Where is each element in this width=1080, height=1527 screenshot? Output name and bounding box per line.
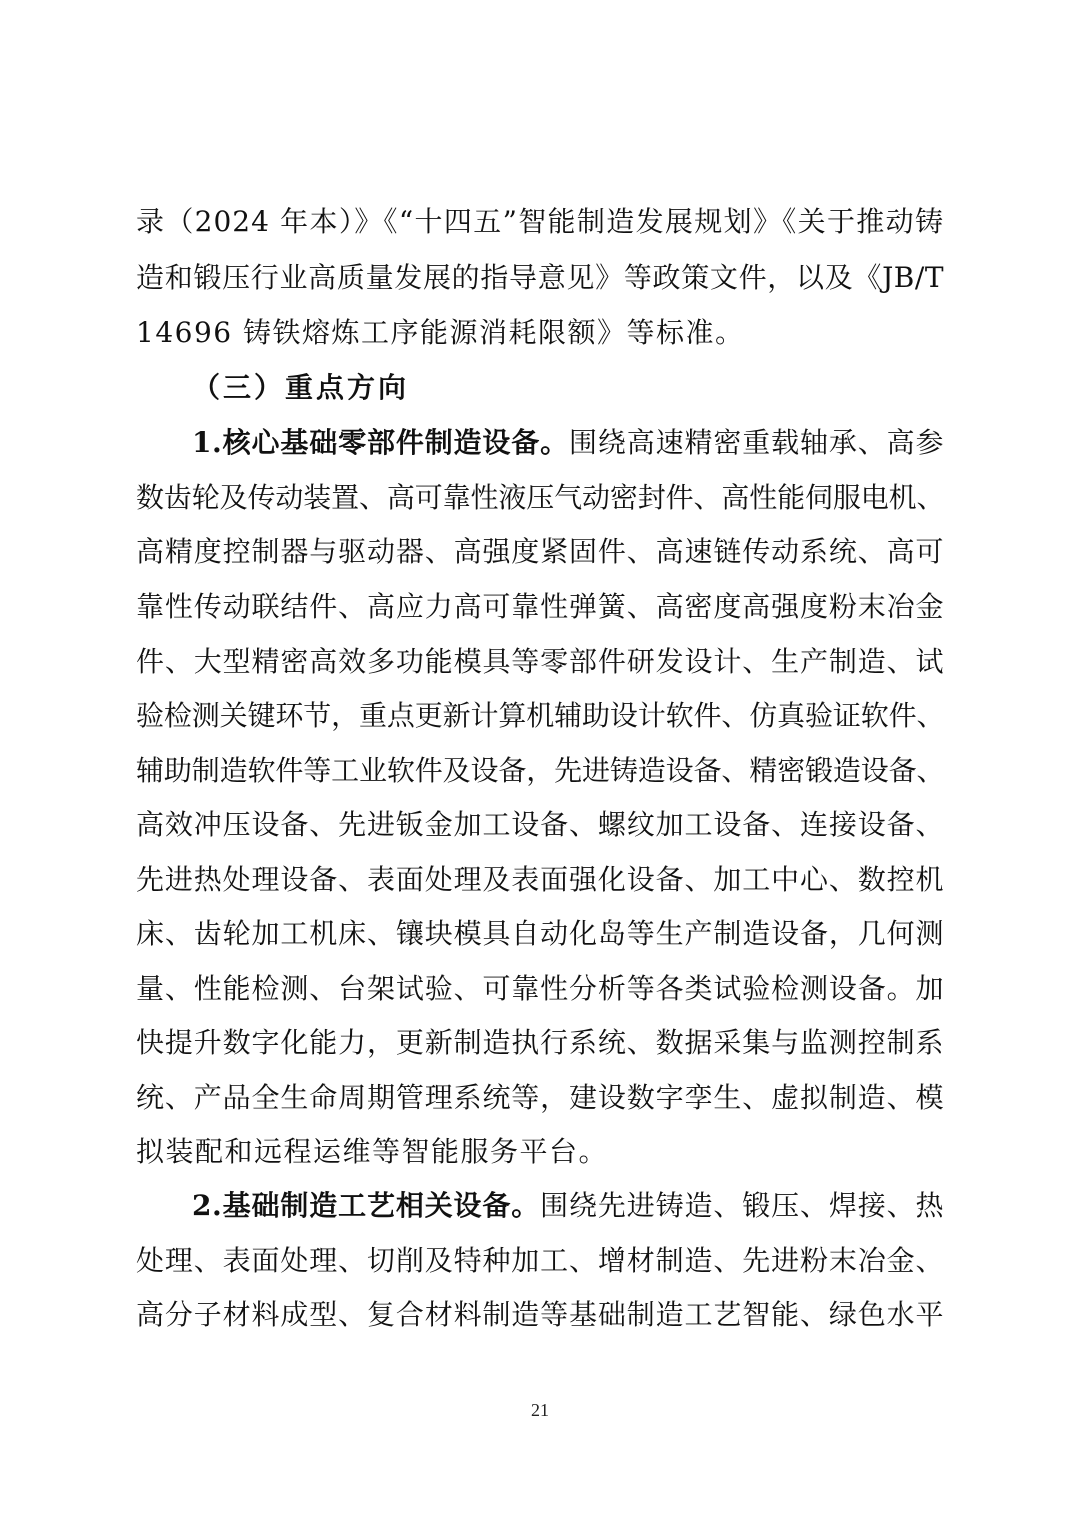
section-heading: （三）重点方向 xyxy=(192,371,410,404)
item1-line: 辅助制造软件等工业软件及设备，先进铸造设备、精密锻造设备、 xyxy=(136,754,944,787)
item1-line: 件、大型精密高效多功能模具等零部件研发设计、生产制造、试 xyxy=(136,645,944,678)
item2-line: 高分子材料成型、复合材料制造等基础制造工艺智能、绿色水平 xyxy=(136,1298,944,1331)
item1-title: 1.核心基础零部件制造设备。 xyxy=(192,426,570,459)
item1-line: 数齿轮及传动装置、高可靠性液压气动密封件、高性能伺服电机、 xyxy=(136,481,944,514)
item1-first-line xyxy=(192,423,944,463)
item2-line: 处理、表面处理、切削及特种加工、增材制造、先进粉末冶金、 xyxy=(136,1244,944,1277)
item1-line: 高精度控制器与驱动器、高强度紧固件、高速链传动系统、高可 xyxy=(136,535,944,568)
item1-first-line-text: 围绕高速精密重载轴承、高参 xyxy=(569,426,944,459)
item1-line: 快提升数字化能力，更新制造执行系统、数据采集与监测控制系 xyxy=(136,1026,944,1059)
item1-line: 靠性传动联结件、高应力高可靠性弹簧、高密度高强度粉末冶金 xyxy=(136,590,944,623)
item1-line: 验检测关键环节，重点更新计算机辅助设计软件、仿真验证软件、 xyxy=(136,699,944,732)
item1-line: 高效冲压设备、先进钣金加工设备、螺纹加工设备、连接设备、 xyxy=(136,808,944,841)
intro-line-1: 录（2024 年本）》《“十四五”智能制造发展规划》《关于推动铸 xyxy=(136,205,944,238)
item1-line: 先进热处理设备、表面处理及表面强化设备、加工中心、数控机 xyxy=(136,863,944,896)
item1-line: 量、性能检测、台架试验、可靠性分析等各类试验检测设备。加 xyxy=(136,972,944,1005)
item2-first-line-text: 围绕先进铸造、锻压、焊接、热 xyxy=(540,1189,944,1222)
intro-line-3: 14696 铸铁熔炼工序能源消耗限额》等标准。 xyxy=(136,316,745,349)
item2-title: 2.基础制造工艺相关设备。 xyxy=(192,1189,541,1222)
item1-line: 床、齿轮加工机床、镶块模具自动化岛等生产制造设备，几何测 xyxy=(136,917,944,950)
item2-first-line xyxy=(192,1186,944,1226)
intro-line-2: 造和锻压行业高质量发展的指导意见》等政策文件，以及《JB/T xyxy=(136,261,944,294)
page-number: 21 xyxy=(531,1400,549,1420)
item1-line: 统、产品全生命周期管理系统等，建设数字孪生、虚拟制造、模 xyxy=(136,1081,944,1114)
item1-last-line: 拟装配和远程运维等智能服务平台。 xyxy=(136,1135,609,1168)
